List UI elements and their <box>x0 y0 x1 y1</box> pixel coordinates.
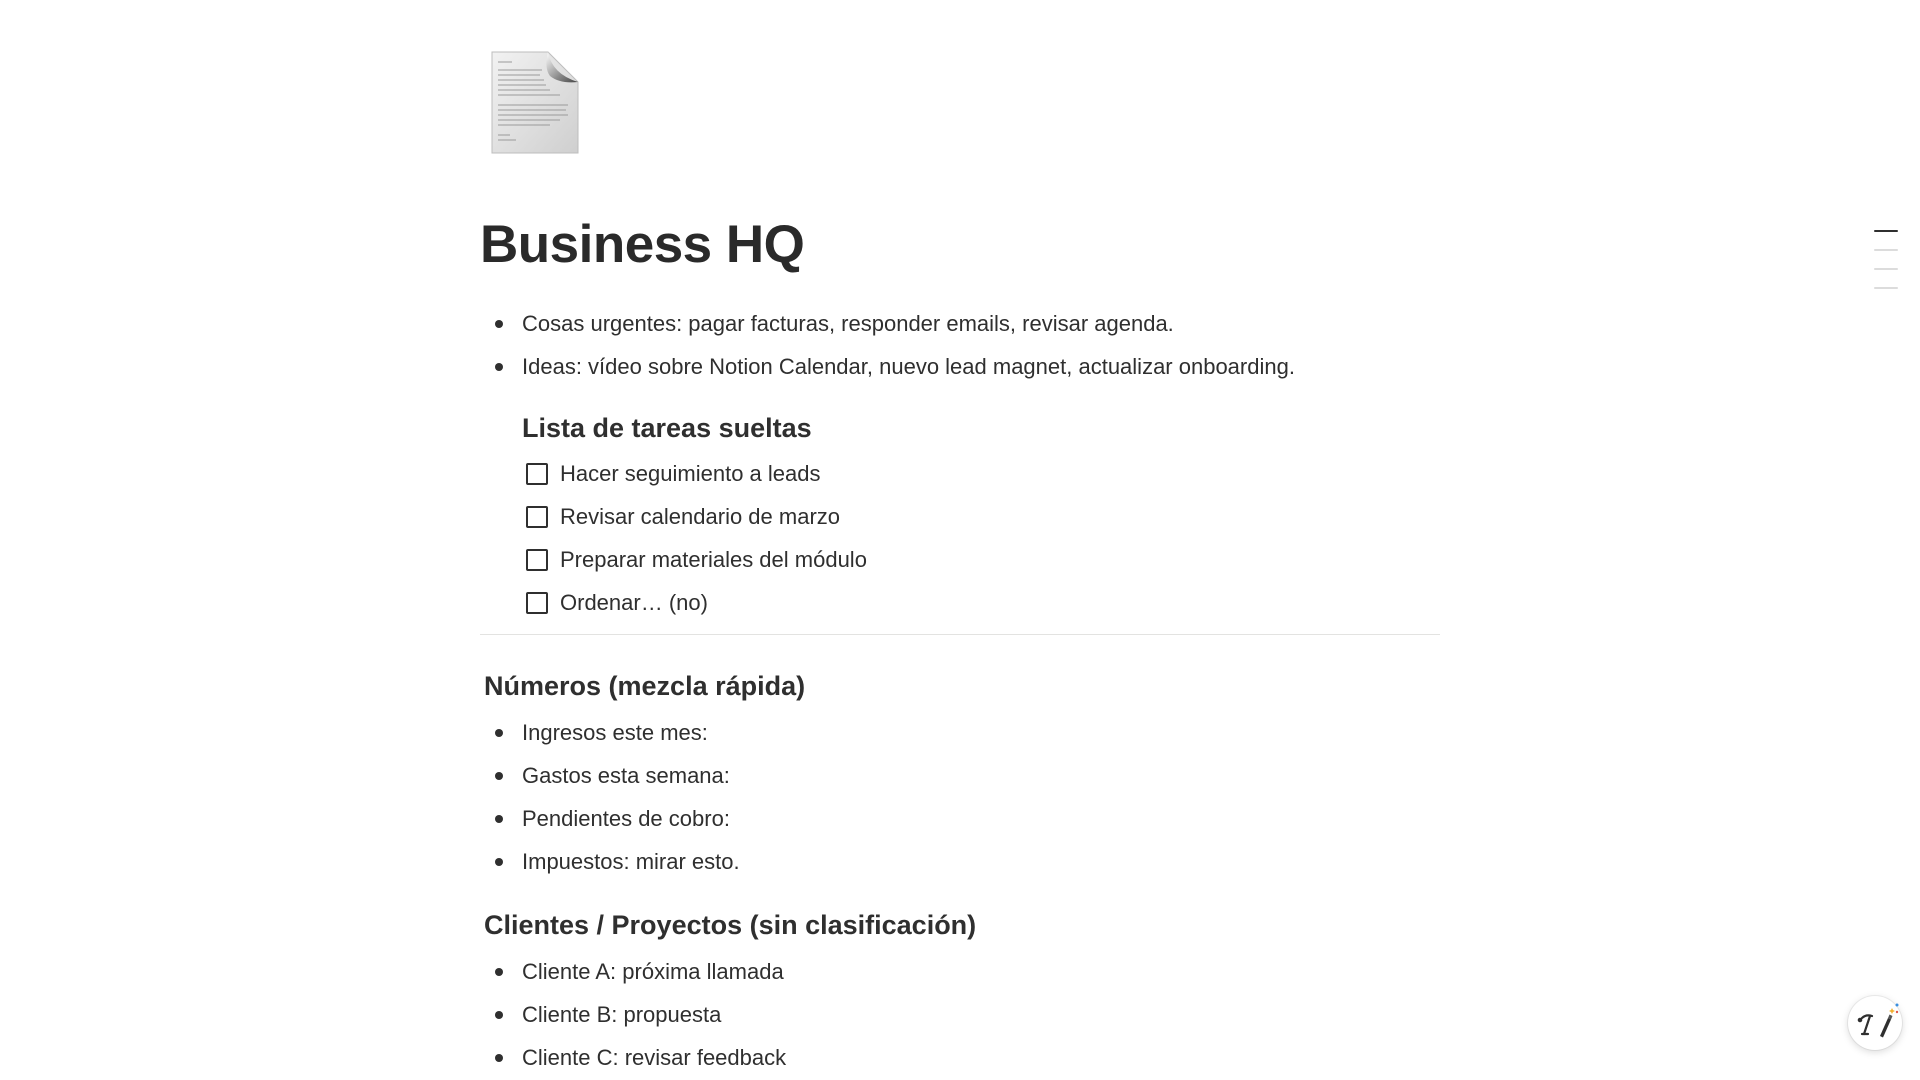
checkbox[interactable] <box>526 506 548 528</box>
list-item-text: Cosas urgentes: pagar facturas, responder emails, revisar agenda. <box>522 311 1174 336</box>
document-page-icon[interactable] <box>490 50 580 155</box>
list-item[interactable] <box>480 840 1440 883</box>
todo-label: Revisar calendario de marzo <box>560 504 841 529</box>
toc-line[interactable] <box>1874 268 1898 270</box>
bullet-icon <box>495 1054 503 1062</box>
list-item-text: Ingresos este mes: <box>522 720 708 745</box>
notion-ai-icon <box>1848 996 1902 1050</box>
clients-heading[interactable]: Clientes / Proyectos (sin clasificación) <box>484 910 977 940</box>
checkbox[interactable] <box>526 463 548 485</box>
list-item[interactable] <box>480 797 1440 840</box>
page-title[interactable]: Business HQ <box>480 215 805 274</box>
todo-item[interactable] <box>522 538 1422 581</box>
list-item[interactable] <box>480 754 1440 797</box>
toc-line[interactable] <box>1874 287 1898 289</box>
checkbox[interactable] <box>526 549 548 571</box>
bullet-icon <box>495 363 503 371</box>
notion-ai-button[interactable] <box>1848 996 1902 1050</box>
bullet-icon <box>495 729 503 737</box>
list-item-text: Ideas: vídeo sobre Notion Calendar, nuevo lead magnet, actualizar onboarding. <box>522 354 1295 379</box>
todo-item[interactable] <box>522 452 1422 495</box>
list-item-text: Cliente C: revisar feedback <box>522 1045 787 1070</box>
todo-label: Hacer seguimiento a leads <box>560 461 821 486</box>
list-item[interactable] <box>480 711 1440 754</box>
todo-list <box>522 452 1422 624</box>
bullet-icon <box>495 858 503 866</box>
bullet-icon <box>495 968 503 976</box>
bullet-icon <box>495 320 503 328</box>
list-item[interactable] <box>480 302 1440 345</box>
table-of-contents-indicator[interactable] <box>1874 230 1898 306</box>
toc-line[interactable] <box>1874 249 1898 251</box>
divider <box>480 634 1440 635</box>
list-item[interactable] <box>480 345 1440 388</box>
top-bullet-list <box>480 302 1440 388</box>
todo-item[interactable] <box>522 581 1422 624</box>
numbers-bullet-list <box>480 711 1440 883</box>
list-item-text: Cliente B: propuesta <box>522 1002 722 1027</box>
bullet-icon <box>495 815 503 823</box>
list-item[interactable] <box>480 1036 1440 1079</box>
list-item[interactable] <box>480 993 1440 1036</box>
todo-label: Ordenar… (no) <box>560 590 708 615</box>
list-item-text: Pendientes de cobro: <box>522 806 730 831</box>
tasks-heading[interactable]: Lista de tareas sueltas <box>522 413 812 443</box>
todo-label: Preparar materiales del módulo <box>560 547 867 572</box>
todo-item[interactable] <box>522 495 1422 538</box>
bullet-icon <box>495 772 503 780</box>
toc-line[interactable] <box>1874 230 1898 232</box>
clients-bullet-list <box>480 950 1440 1079</box>
numbers-heading[interactable]: Números (mezcla rápida) <box>484 671 806 701</box>
list-item[interactable] <box>480 950 1440 993</box>
list-item-text: Gastos esta semana: <box>522 763 730 788</box>
list-item-text: Impuestos: mirar esto. <box>522 849 740 874</box>
checkbox[interactable] <box>526 592 548 614</box>
bullet-icon <box>495 1011 503 1019</box>
list-item-text: Cliente A: próxima llamada <box>522 959 784 984</box>
